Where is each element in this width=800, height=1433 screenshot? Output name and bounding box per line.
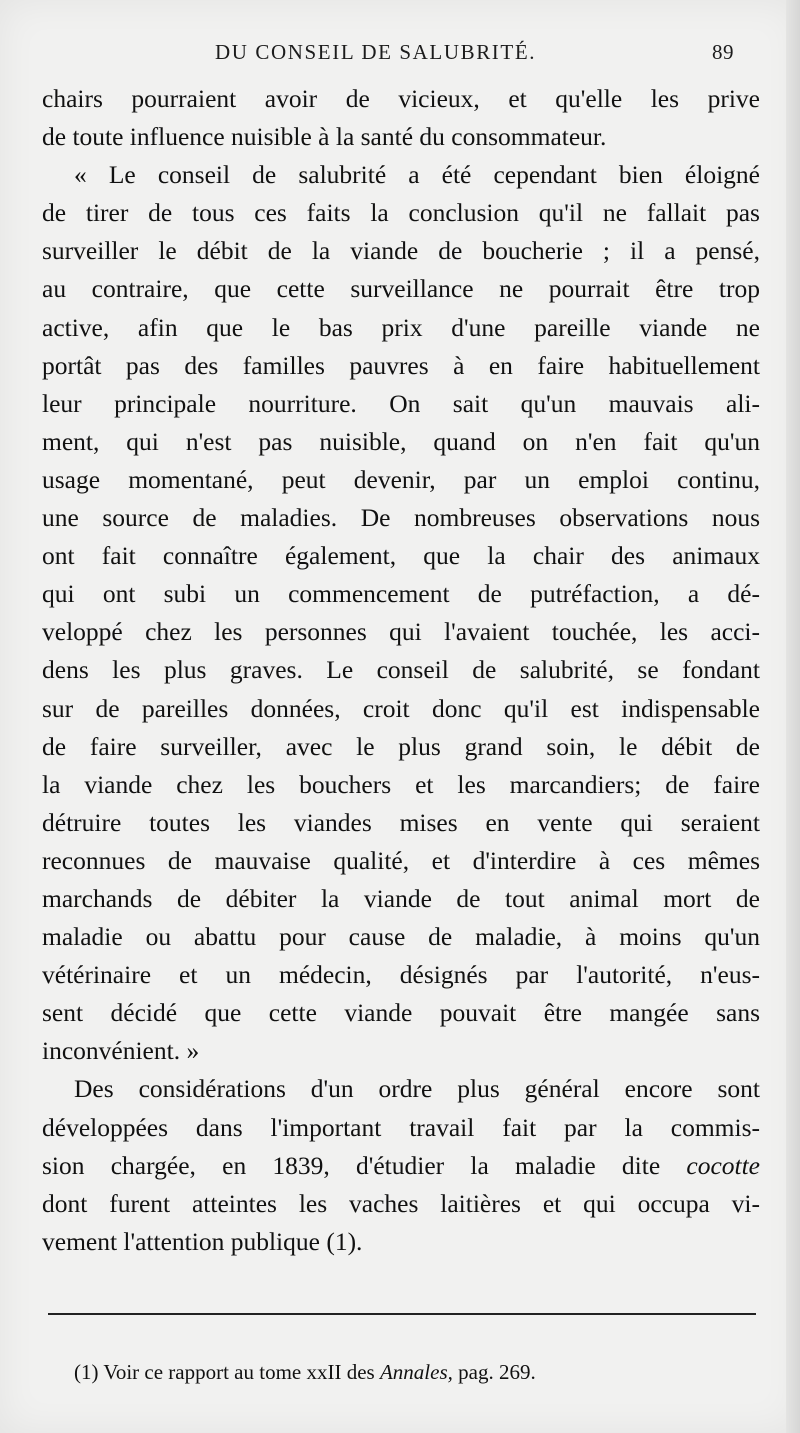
text-line: de toute influence nuisible à la santé du consommateur. [42,122,607,152]
text-line: la viande chez les bouchers et les marcandiers; de faire [42,769,760,799]
text-line: qui ont subi un commencement de putréfaction, a dé- [42,579,760,609]
text-line: reconnues de mauvaise qualité, et d'interdire à ces mêmes [42,845,760,875]
text-line: inconvénient. » [42,1036,200,1066]
footnote-prefix: (1) Voir ce rapport au tome xxII des [74,1360,375,1384]
footnote [74,1358,754,1386]
body-text [42,80,760,1261]
footnote-rule [48,1313,756,1315]
text-line: « Le conseil de salubrité a été cependant bien éloigné [74,160,760,190]
page-edge-shadow [786,0,800,1433]
text-line: portât pas des familles pauvres à en faire habituellement [42,350,760,380]
page-number: 89 [712,40,734,64]
text-line: développées dans l'important travail fait par la commis- [42,1112,760,1142]
text-line: sent décidé que cette viande pouvait être mangée sans [42,998,760,1028]
text-line: usage momentané, peut devenir, par un emploi continu, [42,464,760,494]
text-line: vement l'attention publique (1). [42,1226,363,1256]
text-line: leur principale nourriture. On sait qu'un mauvais ali- [42,388,760,418]
text-line: détruire toutes les viandes mises en vente qui seraient [42,807,760,837]
text-line: surveiller le débit de la viande de boucherie ; il a pensé, [42,236,760,266]
running-head [0,36,800,76]
text-line: une source de maladies. De nombreuses observations nous [42,503,760,533]
text-line: ont fait connaître également, que la chair des animaux [42,541,760,571]
footnote-journal-title: Annales, [379,1360,453,1384]
footnote-suffix: pag. 269. [458,1360,536,1384]
text-line: dens les plus graves. Le conseil de salubrité, se fondant [42,655,760,685]
text-segment: sion chargée, en 1839, d'étudier la maladie dite [42,1150,661,1180]
text-line-with-italic [42,1147,760,1185]
text-line: ment, qui n'est pas nuisible, quand on n'en fait qu'un [42,426,760,456]
text-line: chairs pourraient avoir de vicieux, et qu'elle les prive [42,84,760,113]
text-line: de tirer de tous ces faits la conclusion qu'il ne fallait pas [42,198,760,228]
text-line: veloppé chez les personnes qui l'avaient touchée, les acci- [42,617,760,647]
text-line: active, afin que le bas prix d'une pareille viande ne [42,312,760,342]
text-line: de faire surveiller, avec le plus grand soin, le débit de [42,731,760,761]
text-line: marchands de débiter la viande de tout animal mort de [42,883,760,913]
text-line: sur de pareilles données, croit donc qu'il est indispensable [42,693,760,723]
text-line: maladie ou abattu pour cause de maladie, à moins qu'un [42,922,760,952]
italic-term: cocotte [686,1150,760,1180]
text-line: au contraire, que cette surveillance ne pourrait être trop [42,274,760,304]
text-line: dont furent atteintes les vaches laitières et qui occupa vi- [42,1188,760,1218]
text-line: vétérinaire et un médecin, désignés par l'autorité, n'eus- [42,960,760,990]
running-title: DU CONSEIL DE SALUBRITÉ. [215,40,537,64]
text-line: Des considérations d'un ordre plus général encore sont [74,1074,760,1104]
